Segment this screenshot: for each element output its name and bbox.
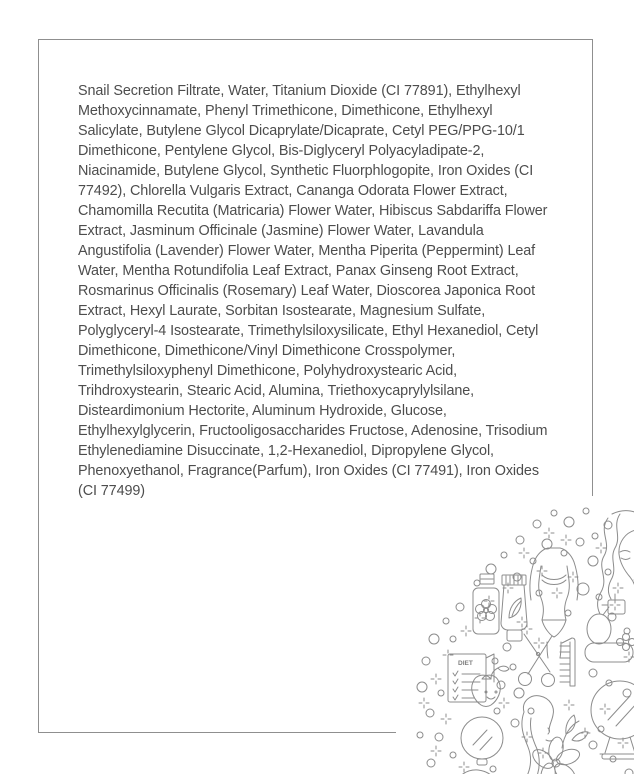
flower-icon bbox=[476, 600, 497, 621]
woman-body-bikini-icon bbox=[530, 548, 578, 658]
leaf-sprig-icon bbox=[562, 715, 588, 748]
cosmetic-pump-bottle-icon bbox=[473, 574, 499, 634]
flower-icon bbox=[617, 634, 634, 651]
compact-mirror-icon bbox=[461, 717, 503, 765]
beauty-icons-illustration bbox=[396, 496, 634, 774]
diet-notepad-icon bbox=[448, 654, 494, 702]
diet-label: DIET bbox=[458, 660, 473, 667]
face-outline-icon bbox=[452, 770, 498, 774]
leaf-icon bbox=[509, 598, 521, 618]
comb-icon bbox=[560, 638, 575, 686]
scissors-icon bbox=[519, 634, 555, 687]
ingredients-text: Snail Secretion Filtrate, Water, Titanium Dioxide (CI 77891), Ethylhexyl Methoxycinnamate, Phenyl Trimethicone, Dimethicone, Ethylhexyl Salicylate, Butylene Glycol Dicaprylate/Dicaprate, Cetyl PEG/PPG-10/1 Dimethicone, Pentylene Glycol, Bis-Diglyceryl Polyacyladipate-2, Niacinamide, Butylene Glycol, Synthetic Fluorphlogopite, Iron Oxides (CI 77492), Chlorella Vulgaris Extract, Cananga Odorata Flower Extract, Chamomilla Recutita (Matricaria) Flower Water, Hibiscus Sabdariffa Flower Extract, Jasminum Officinale (Jasmine) Flower Water, Lavandula Angustifolia (Lavender) Flower Water, Mentha Piperita (Peppermint) Leaf Water, Mentha Rotundifolia Leaf Extract, Panax Ginseng Root Extract, Rosmarinus Officinalis (Rosemary) Leaf Water, Dioscorea Japonica Root Extract, Hexyl Laurate, Sorbitan Isostearate, Magnesium Sulfate, Polyglyceryl-4 Isostearate, Trimethylsiloxysilicate, Ethyl Hexanediol, Cetyl Dimethicone, Dimethicone/Vinyl Dimethicone Crosspolymer, Trimethylsiloxyphenyl Dimethicone, Polyhydroxystearic Acid, Trihdroxystearin, Stearic Acid, Alumina, Triethoxycaprylylsilane, Disteardimonium Hectorite, Aluminum Hydroxide, Glucose, Ethylhexylglycerin, Fructooligosaccharides Fructose, Adenosine, Trisodium Ethylenediamine Disuccinate, 1,2-Hexanediol, Dipropylene Glycol, Phenoxyethanol, Fragrance(Parfum), Iron Oxides (CI 77491), Iron Oxides (CI 77499) bbox=[78, 83, 548, 499]
vanity-mirror-icon bbox=[591, 681, 634, 759]
apple-icon bbox=[472, 666, 509, 706]
blossom-flower-icon bbox=[529, 736, 581, 774]
bubbles-icon bbox=[417, 508, 634, 774]
woman-face-hair-icon bbox=[598, 511, 634, 614]
cosmetic-tube-icon bbox=[501, 575, 527, 641]
